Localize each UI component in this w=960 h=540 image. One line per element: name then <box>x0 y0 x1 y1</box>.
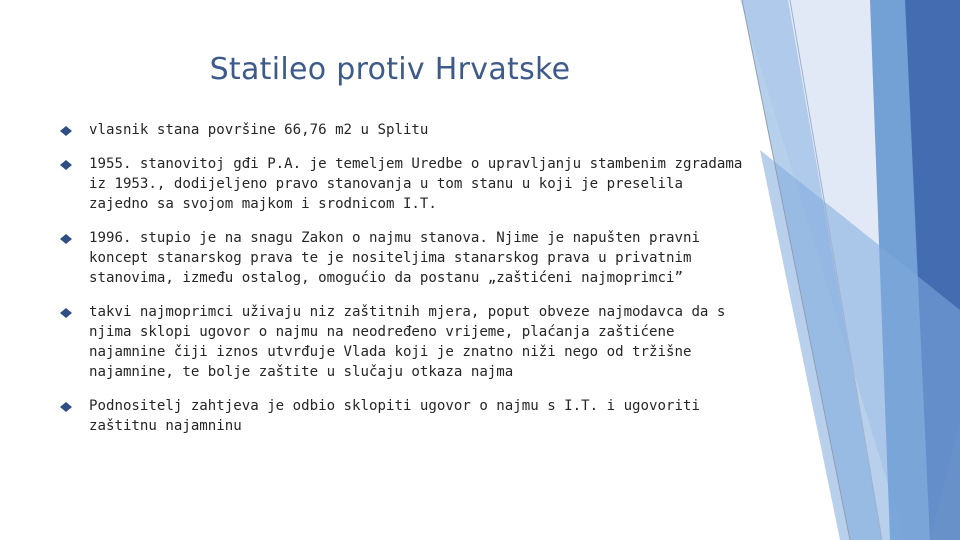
bullet-item <box>60 228 750 288</box>
diamond-arrow-icon <box>60 234 72 244</box>
bullet-item <box>60 302 750 382</box>
diamond-arrow-icon <box>60 308 72 318</box>
bullet-item <box>60 396 750 436</box>
bullet-text: Podnositelj zahtjeva je odbio sklopiti ugovor o najmu s I.T. i ugovoriti zaštitnu najamninu <box>89 398 700 434</box>
bullet-text: takvi najmoprimci uživaju niz zaštitnih mjera, poput obveze najmodavca da s njima sklopi ugovor o najmu na neodređeno vrijeme, plaćanja zaštićene najamnine čiji iznos utvrđuje Vlada koji je znatno niži nego od tržišne najamnine, te bolje zaštite u slučaju otkaza najma <box>89 304 726 380</box>
diamond-arrow-icon <box>60 126 72 136</box>
diamond-arrow-icon <box>60 402 72 412</box>
bullet-text: 1996. stupio je na snagu Zakon o najmu stanova. Njime je napušten pravni koncept stanarskog prava te je nositeljima stanarskog prava u privatnim stanovima, između ostalog, omogućio da postanu „zaštićeni najmoprimci” <box>89 230 700 286</box>
bullet-item <box>60 154 750 214</box>
bullet-item <box>60 120 750 140</box>
bullet-text: 1955. stanovitoj gđi P.A. je temeljem Uredbe o upravljanju stambenim zgradama iz 1953., dodijeljeno pravo stanovanja u tom stanu u koji je preselila zajedno sa svojom majkom i srodnicom I.T. <box>89 156 743 212</box>
bullet-text: vlasnik stana površine 66,76 m2 u Splitu <box>89 122 429 138</box>
slide-title: Statileo protiv Hrvatske <box>209 52 571 87</box>
bullet-list <box>60 120 750 450</box>
diamond-arrow-icon <box>60 160 72 170</box>
